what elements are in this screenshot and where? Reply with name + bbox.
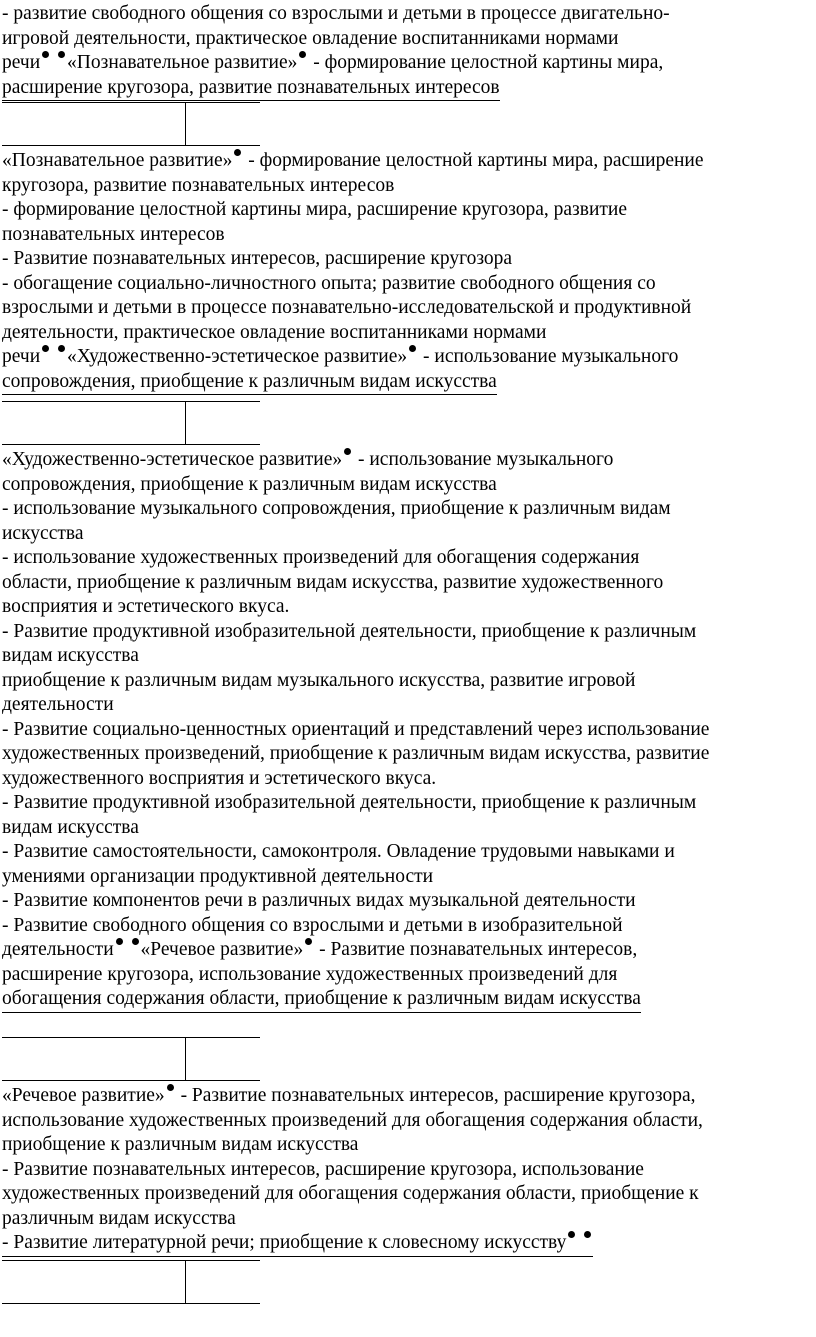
text-run: кругозора, развитие познавательных интересов bbox=[2, 174, 395, 196]
text-run: - использование музыкального bbox=[353, 449, 614, 470]
text-run: речи bbox=[2, 346, 41, 367]
text-run: художественных произведений, приобщение к различным видам искусства, развитие bbox=[2, 743, 710, 764]
text-line bbox=[2, 27, 814, 52]
text-run: - формирование целостной картины мира, расширение bbox=[243, 150, 704, 171]
bullet-icon bbox=[305, 938, 312, 945]
text-line bbox=[2, 76, 500, 102]
text-run: - развитие свободного общения со взрослыми и детьми в процессе двигательно- bbox=[2, 3, 670, 24]
text-line bbox=[2, 522, 814, 547]
text-run: - Развитие компонентов речи в различных видах музыкальной деятельности bbox=[2, 890, 636, 911]
text-run: художественного восприятия и эстетического вкуса. bbox=[2, 767, 437, 789]
text-line bbox=[2, 791, 814, 816]
text-run: - Развитие продуктивной изобразительной деятельности, приобщение к различным bbox=[2, 620, 697, 642]
text-run: - Развитие самостоятельности, самоконтроля. Овладение трудовыми навыками и bbox=[2, 841, 675, 862]
text-run: - использование музыкального bbox=[418, 346, 679, 367]
table-cell-divider bbox=[185, 1261, 186, 1303]
text-line bbox=[2, 1109, 814, 1134]
text-run: «Речевое развитие» bbox=[140, 939, 304, 960]
text-line bbox=[2, 693, 814, 718]
text-run: искусства bbox=[2, 522, 84, 544]
bullet-icon bbox=[42, 51, 49, 58]
text-run: деятельности, практическое овладение воспитанниками нормами bbox=[2, 321, 547, 343]
text-run: использование художественных произведений для обогащения содержания области, bbox=[2, 1109, 703, 1131]
text-run: области, приобщение к различным видам искусства, развитие художественного bbox=[2, 571, 664, 593]
text-run: - Развитие познавательных интересов, расширение кругозора, использование bbox=[2, 1158, 644, 1180]
bullet-icon bbox=[58, 51, 65, 58]
text-line bbox=[2, 669, 814, 694]
text-line bbox=[2, 595, 814, 620]
text-run: художественных произведений для обогащения содержания области, приобщение к bbox=[2, 1183, 699, 1204]
text-run: обогащения содержания области, приобщение к различным видам искусства bbox=[2, 988, 641, 1009]
bullet-icon bbox=[299, 51, 306, 58]
text-run: расширение кругозора, развитие познавательных интересов bbox=[2, 76, 500, 98]
text-run: - Развитие свободного общения со взрослыми и детьми в изобразительной bbox=[2, 914, 623, 936]
text-line bbox=[2, 938, 814, 963]
text-run: - Развитие социально-ценностных ориентаций и представлений через использование bbox=[2, 718, 710, 740]
text-line bbox=[2, 321, 814, 346]
table-cell-divider bbox=[185, 103, 186, 145]
text-line bbox=[2, 370, 497, 396]
text-line bbox=[2, 1182, 814, 1207]
bullet-icon bbox=[584, 1231, 591, 1238]
table-fragment-1 bbox=[2, 102, 260, 146]
text-run bbox=[125, 939, 130, 960]
text-line bbox=[2, 272, 814, 297]
text-run: - формирование целостной картины мира, bbox=[308, 52, 664, 73]
text-line bbox=[2, 198, 814, 223]
text-line bbox=[2, 644, 814, 669]
text-run: - Развитие познавательных интересов, расширение кругозора, bbox=[175, 1085, 696, 1106]
text-line bbox=[2, 963, 814, 988]
text-line bbox=[2, 571, 814, 596]
text-run: «Художественно-эстетическое развитие» bbox=[67, 346, 408, 367]
text-block-3 bbox=[2, 448, 814, 1013]
text-line bbox=[2, 546, 814, 571]
text-run: видам искусства bbox=[2, 816, 139, 838]
text-line bbox=[2, 620, 814, 645]
text-line bbox=[2, 767, 814, 792]
text-line bbox=[2, 1207, 814, 1232]
bullet-icon bbox=[132, 938, 139, 945]
table-fragment-2 bbox=[2, 401, 260, 445]
text-line bbox=[2, 914, 814, 939]
text-line bbox=[2, 448, 814, 473]
text-line bbox=[2, 296, 814, 321]
text-run: различным видам искусства bbox=[2, 1207, 236, 1229]
text-line bbox=[2, 816, 814, 841]
text-run: - Развитие продуктивной изобразительной деятельности, приобщение к различным bbox=[2, 792, 697, 813]
bullet-icon bbox=[344, 448, 351, 455]
text-line bbox=[2, 1231, 593, 1257]
text-line bbox=[2, 889, 814, 914]
table-fragment-3 bbox=[2, 1037, 260, 1081]
text-run bbox=[577, 1232, 582, 1253]
text-run: - использование музыкального сопровождения, приобщение к различным видам bbox=[2, 498, 671, 519]
text-run: видам искусства bbox=[2, 645, 139, 666]
text-run: - Развитие литературной речи; приобщение к словесному искусству bbox=[2, 1232, 567, 1253]
text-run: расширение кругозора, использование художественных произведений для bbox=[2, 963, 618, 985]
text-line bbox=[2, 247, 814, 272]
text-block-1 bbox=[2, 2, 814, 101]
text-run: приобщение к различным видам искусства bbox=[2, 1134, 359, 1155]
text-line bbox=[2, 718, 814, 743]
text-line bbox=[2, 840, 814, 865]
text-run bbox=[51, 346, 56, 367]
text-run: восприятия и эстетического вкуса. bbox=[2, 596, 290, 617]
text-run: деятельности bbox=[2, 939, 114, 960]
text-run bbox=[51, 52, 56, 73]
text-line bbox=[2, 2, 814, 27]
text-run: «Познавательное развитие» bbox=[67, 52, 298, 73]
text-run: умениями организации продуктивной деятельности bbox=[2, 865, 434, 887]
text-run: «Речевое развитие» bbox=[2, 1085, 165, 1106]
text-line bbox=[2, 149, 814, 174]
table-cell-divider bbox=[185, 402, 186, 444]
text-run: - формирование целостной картины мира, расширение кругозора, развитие bbox=[2, 199, 627, 220]
text-line bbox=[2, 1133, 814, 1158]
text-run: познавательных интересов bbox=[2, 223, 225, 245]
text-run: - Развитие познавательных интересов, bbox=[314, 939, 638, 960]
bullet-icon bbox=[42, 345, 49, 352]
bullet-icon bbox=[58, 345, 65, 352]
text-run: - Развитие познавательных интересов, расширение кругозора bbox=[2, 248, 513, 269]
text-line bbox=[2, 497, 814, 522]
text-line bbox=[2, 174, 814, 199]
text-run: взрослыми и детьми в процессе познавательно-исследовательской и продуктивной bbox=[2, 297, 692, 318]
bullet-icon bbox=[234, 149, 241, 156]
table-cell-divider bbox=[185, 1038, 186, 1080]
text-line bbox=[2, 473, 814, 498]
bullet-icon bbox=[167, 1084, 174, 1091]
bullet-icon bbox=[409, 345, 416, 352]
text-line bbox=[2, 1158, 814, 1183]
text-run: - использование художественных произведений для обогащения содержания bbox=[2, 547, 640, 568]
text-run: «Художественно-эстетическое развитие» bbox=[2, 449, 343, 470]
text-run: приобщение к различным видам музыкального искусства, развитие игровой bbox=[2, 669, 636, 691]
text-line bbox=[2, 223, 814, 248]
text-block-2 bbox=[2, 149, 814, 395]
text-run: речи bbox=[2, 52, 41, 73]
text-line bbox=[2, 865, 814, 890]
text-run: «Познавательное развитие» bbox=[2, 150, 233, 171]
text-line bbox=[2, 1084, 814, 1109]
table-fragment-4 bbox=[2, 1260, 260, 1304]
text-run: деятельности bbox=[2, 694, 114, 715]
bullet-icon bbox=[568, 1231, 575, 1238]
text-block-4 bbox=[2, 1084, 814, 1257]
text-run: игровой деятельности, практическое овладение воспитанниками нормами bbox=[2, 27, 619, 49]
text-line bbox=[2, 987, 641, 1013]
text-run: сопровождения, приобщение к различным видам искусства bbox=[2, 473, 497, 495]
text-run: сопровождения, приобщение к различным видам искусства bbox=[2, 370, 497, 392]
text-run: - обогащение социально-личностного опыта; развитие свободного общения со bbox=[2, 272, 656, 294]
bullet-icon bbox=[116, 938, 123, 945]
text-line bbox=[2, 51, 814, 76]
text-line bbox=[2, 742, 814, 767]
text-line bbox=[2, 345, 814, 370]
